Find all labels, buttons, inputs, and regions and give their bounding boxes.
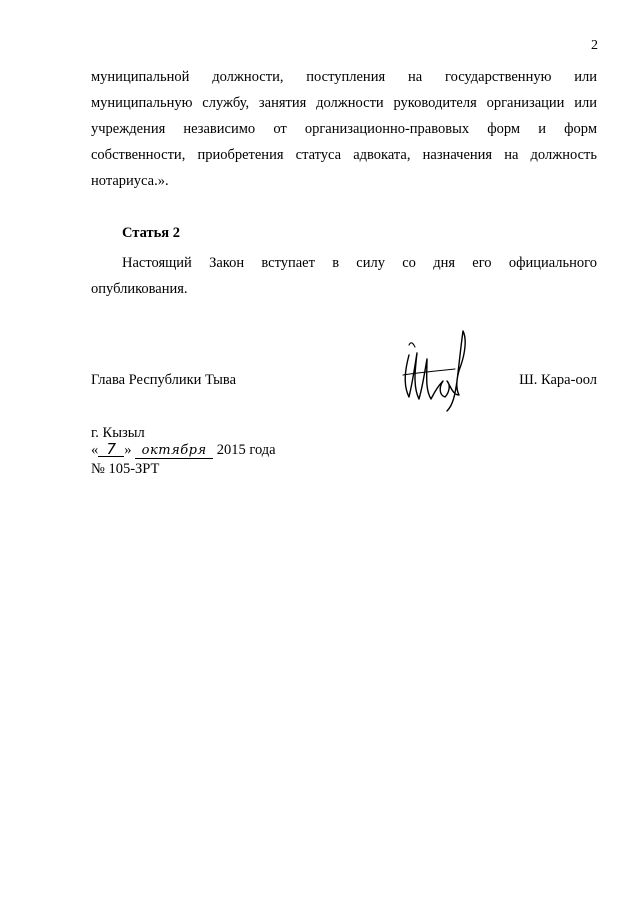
date-open-quote: « xyxy=(91,442,99,458)
date-line xyxy=(91,442,276,459)
place: г. Кызыл xyxy=(91,425,145,441)
document-number: № 105-ЗРТ xyxy=(91,461,160,477)
date-year: 2015 года xyxy=(216,442,276,458)
page-number: 2 xyxy=(591,38,598,53)
article-line: опубликования. xyxy=(91,281,188,297)
date-month: октября xyxy=(135,444,213,459)
date-close-quote: » xyxy=(124,442,132,458)
article-line: Настоящий Закон вступает в силу со дня его официального xyxy=(122,255,597,271)
body-paragraph xyxy=(91,64,597,194)
article-heading: Статья 2 xyxy=(122,225,180,241)
article-body xyxy=(91,250,597,302)
body-line: нотариуса.». xyxy=(91,173,169,189)
body-line: учреждения независимо от организационно-правовых форм и форм xyxy=(91,121,597,137)
date-day: 7 xyxy=(98,442,124,457)
signatory-name: Ш. Кара-оол xyxy=(519,372,597,388)
signatory-position: Глава Республики Тыва xyxy=(91,372,237,388)
body-line: собственности, приобретения статуса адвоката, назначения на должность xyxy=(91,147,597,163)
body-line: муниципальной должности, поступления на государственную или xyxy=(91,69,597,85)
handwritten-signature xyxy=(395,325,475,415)
body-line: муниципальную службу, занятия должности руководителя организации или xyxy=(91,95,597,111)
